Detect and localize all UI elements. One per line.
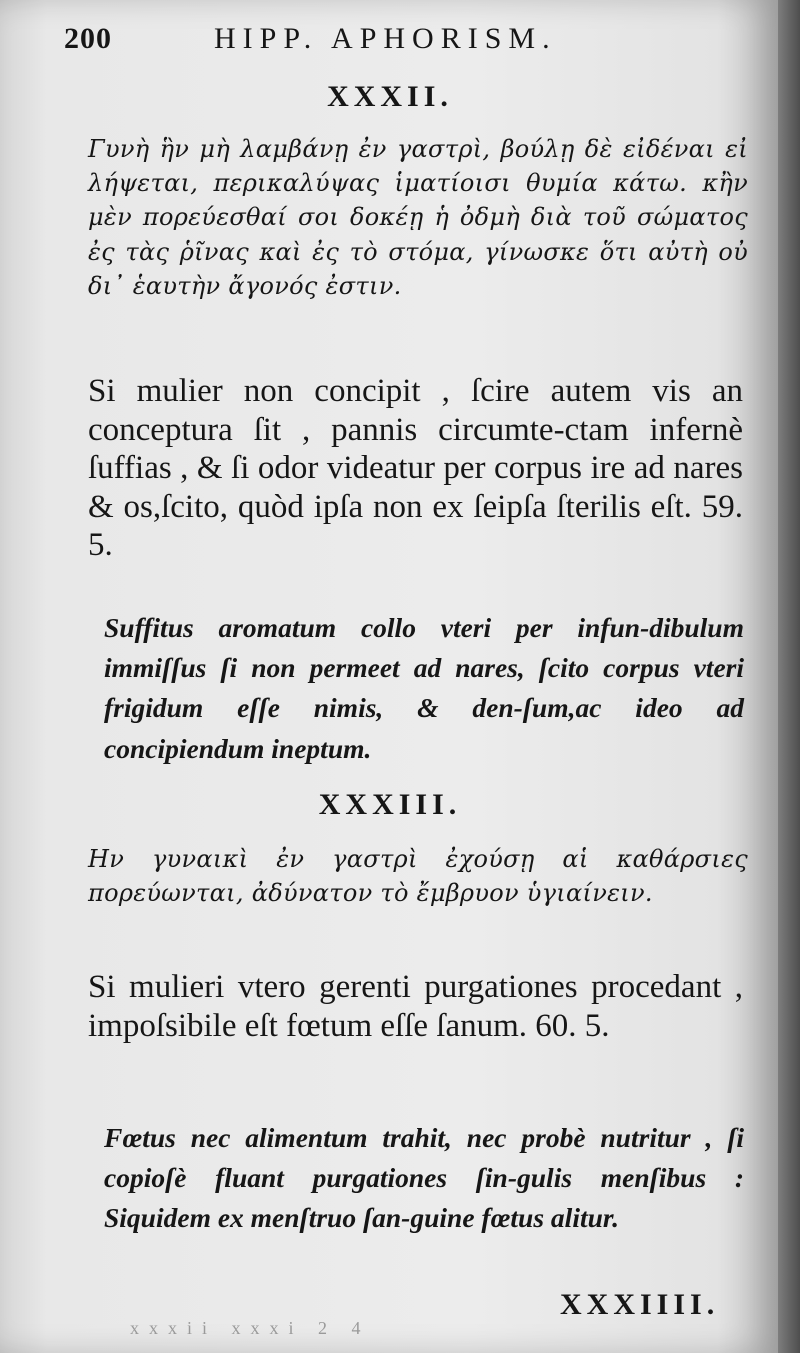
latin-translation: Si mulier non concipit , ſcire autem vis an conceptura ſit , pannis circumte-ctam infernè ſuffias , & ſi odor videatur per corpus ire ad nares & os,ſcito, quòd ipſa non ex ſeipſa ſterilis eſt. 59. 5. (88, 373, 743, 563)
catchword: XXXIIII. (560, 1288, 720, 1321)
page-edge-shadow (778, 0, 800, 1353)
page-header (64, 22, 684, 62)
latin-translation: Si mulieri vtero gerenti purgationes procedant , impoſsibile eſt fœtum eſſe ſanum. 60. 5. (88, 969, 743, 1044)
aphorism-number: XXXII. (327, 80, 453, 113)
commentary: Fœtus nec alimentum trahit, nec probè nutritur , ſi copioſè fluant purgationes ſin-gulis menſibus : Siquidem ex menſtruo ſan-guine fœtus alitur. (104, 1122, 744, 1234)
aphorism-number: XXXIII. (318, 788, 462, 821)
running-title: HIPP. APHORISM. (214, 22, 557, 55)
bleed-through-text: xxxii xxxi 2 4 (130, 1318, 371, 1338)
greek-text: Ην γυναικὶ ἐν γαστρὶ ἐχούσῃ αἱ καθάρσιες πορεύωνται, ἀδύνατον τὸ ἔμβρυον ὑγιαίνειν. (88, 845, 748, 908)
page-number: 200 (64, 22, 112, 55)
greek-text: Γυνὴ ἣν μὴ λαμβάνῃ ἐν γαστρὶ, βούλῃ δὲ εἰδέναι εἰ λήψεται, περικαλύψας ἱματίοισι θυμία κάτω. κἢν μὲν πορεύεσθαί σοι δοκέῃ ἡ ὀδμὴ διὰ τοῦ σώματος ἐς τὰς ῥῖνας καὶ ἐς τὸ στόμα, γίνωσκε ὅτι αὐτὴ οὐ δι᾽ ἑαυτὴν ἄγονός ἐστιν. (88, 135, 748, 300)
commentary: Suffitus aromatum collo vteri per infun-dibulum immiſſus ſi non permeet ad nares, ſcito corpus vteri frigidum eſſe nimis, & den-ſum,ac ideo ad concipiendum ineptum. (104, 612, 744, 764)
